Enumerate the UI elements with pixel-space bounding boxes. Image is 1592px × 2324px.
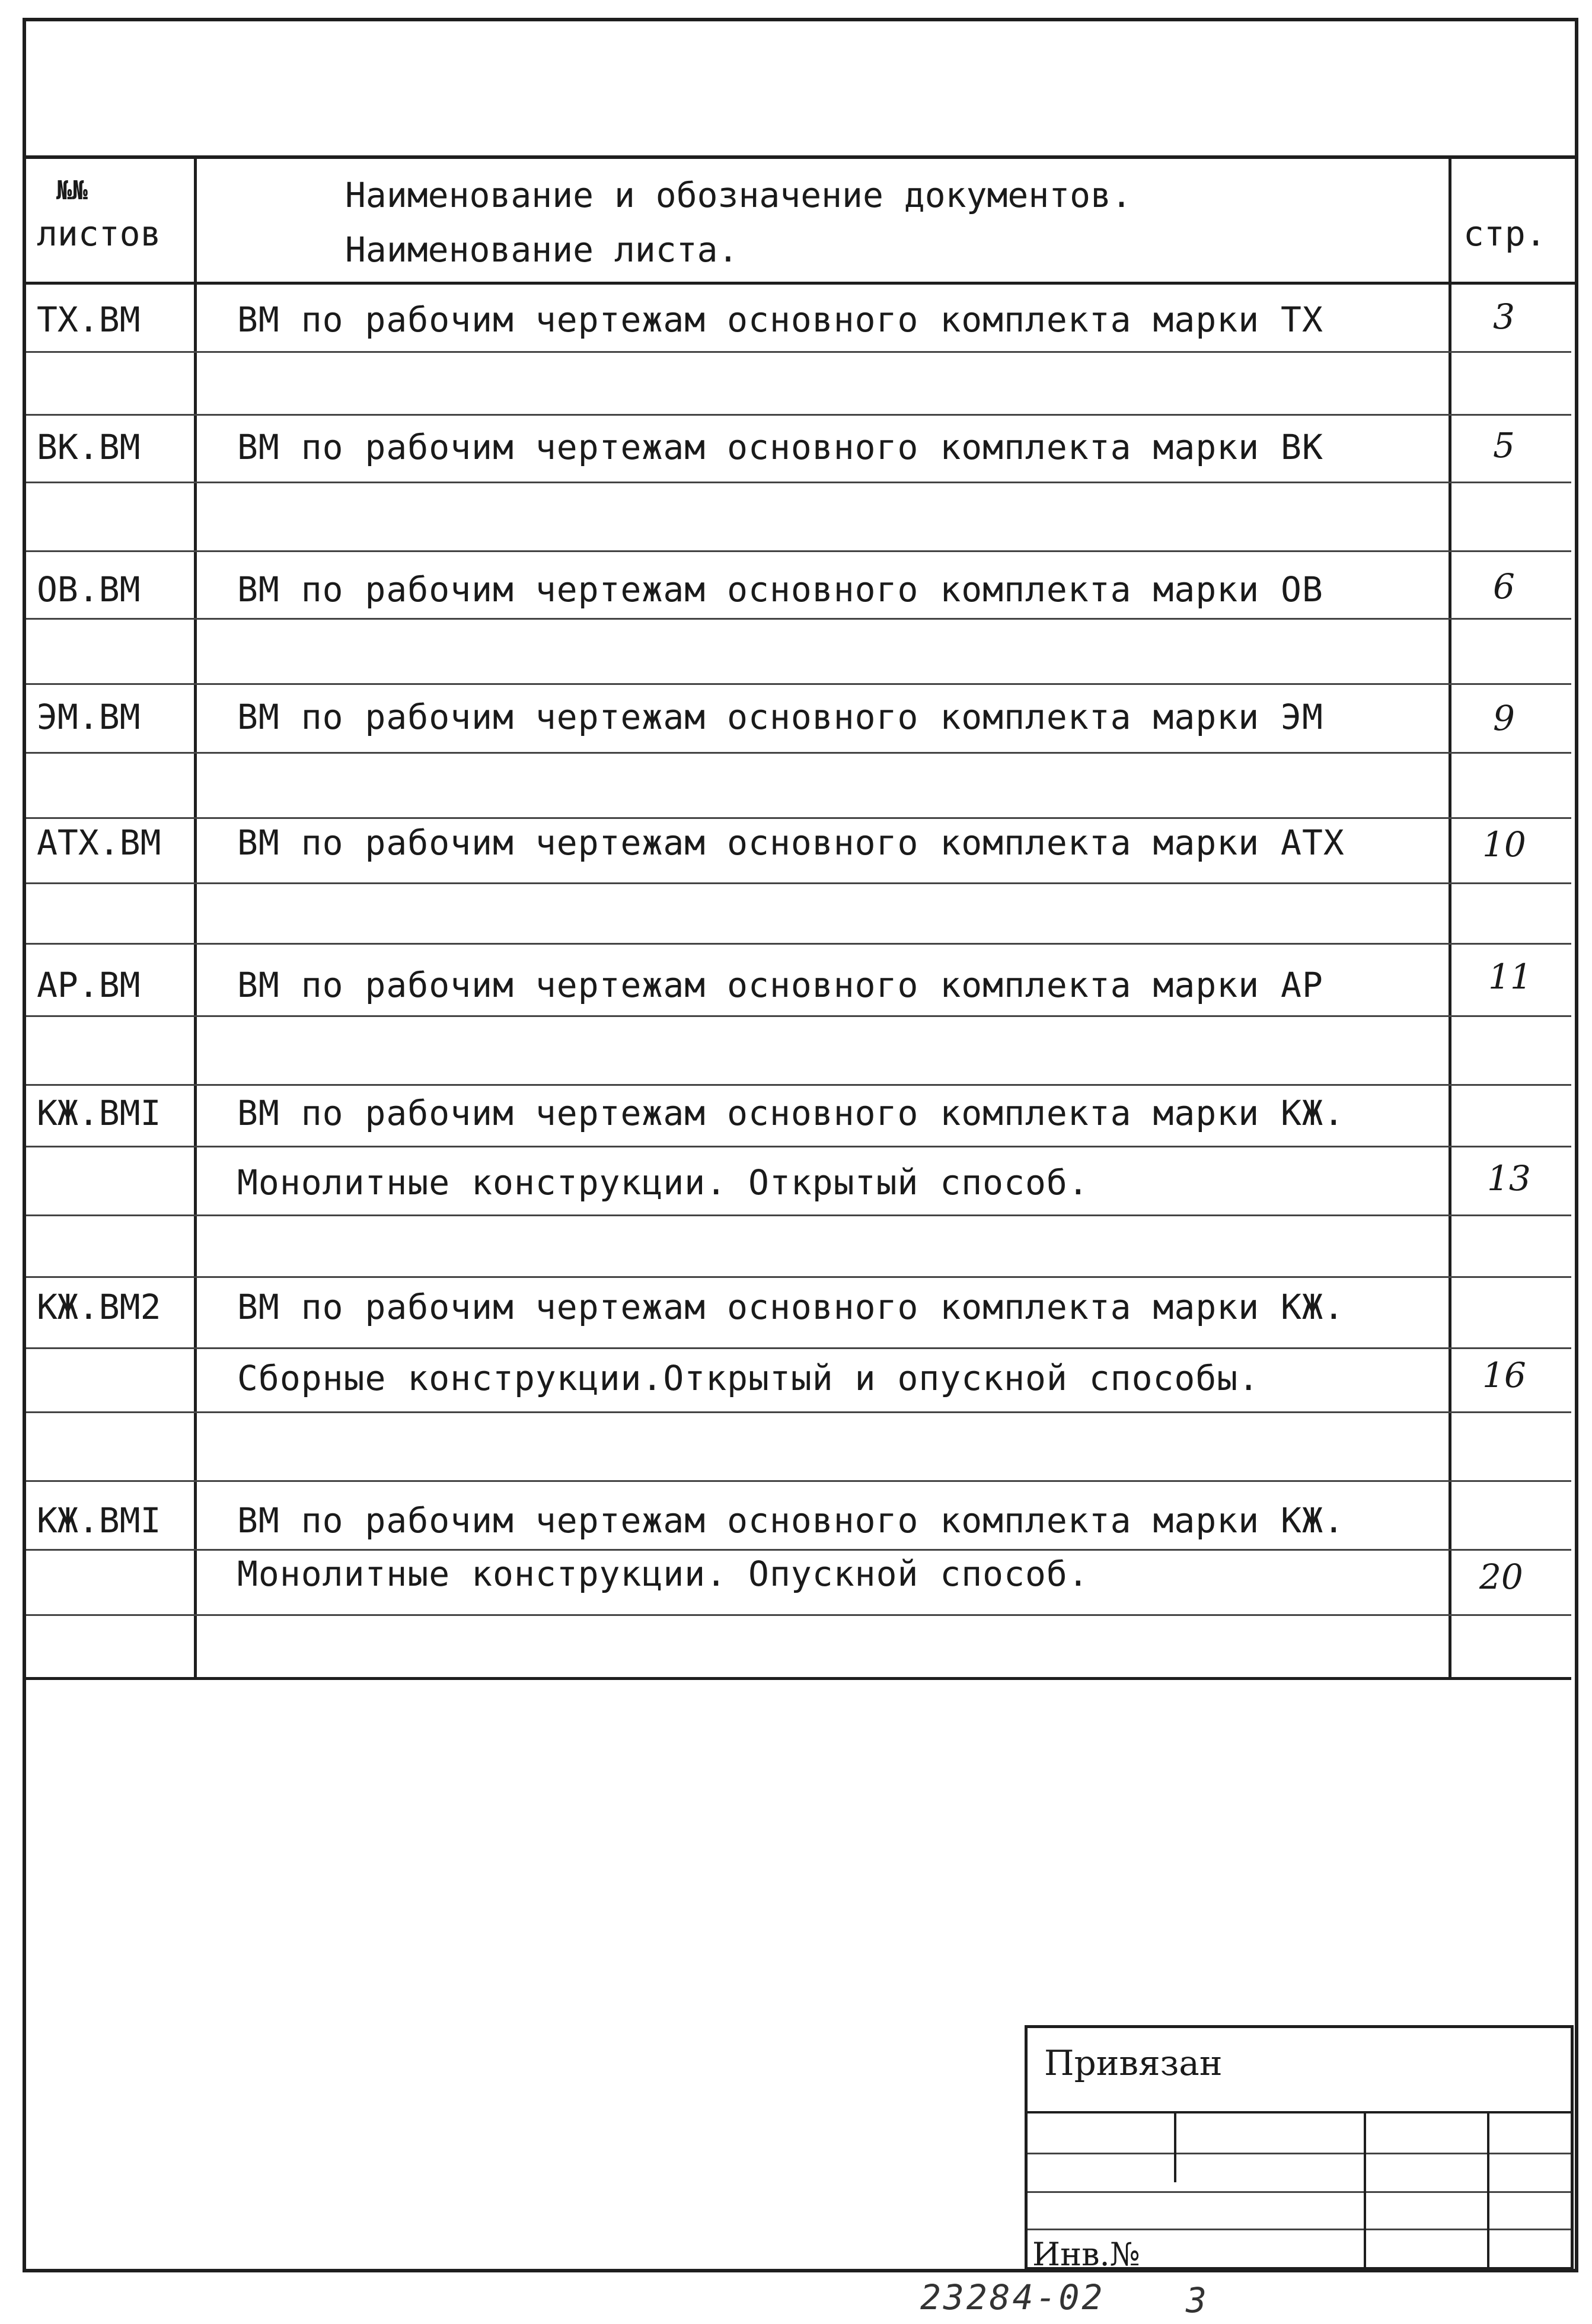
page-frame [23,18,1578,2272]
header-bottom-line [26,282,1576,285]
row-code: ВК.ВМ [37,427,141,467]
row-description: ВМ по рабочим чертежам основного комплекта марки КЖ. [237,1287,1345,1327]
row-description: ВМ по рабочим чертежам основного комплекта марки ВК [237,427,1323,467]
row-line [26,817,1571,819]
row-line [26,1214,1571,1216]
row-line [26,482,1571,483]
row-code: ЭМ.ВМ [37,697,141,737]
row-page: 3 [1493,297,1515,337]
header-page-label: стр. [1463,213,1546,254]
row-description-continued: Монолитные конструкции. Открытый способ. [237,1162,1089,1203]
row-description: ВМ по рабочим чертежам основного комплекта марки ОВ [237,569,1323,610]
row-description-continued: Сборные конструкции.Открытый и опускной способы. [237,1358,1260,1398]
row-description-continued: Монолитные конструкции. Опускной способ. [237,1554,1089,1594]
row-description: ВМ по рабочим чертежам основного комплекта марки КЖ. [237,1093,1345,1133]
row-page: 11 [1488,957,1532,997]
row-page: 10 [1482,824,1526,865]
sheets-label-1: №№ [56,176,88,206]
row-line [26,882,1571,884]
row-line [26,1084,1571,1086]
row-description: ВМ по рабочим чертежам основного комплекта марки АР [237,965,1323,1005]
row-line [26,752,1571,754]
sheet-number: 3 [1186,2280,1207,2320]
row-line [26,1614,1571,1616]
row-code: АТХ.ВМ [37,823,161,863]
header-title-line-2: Наименование листа. [345,229,739,270]
row-code: КЖ.ВМ2 [37,1287,161,1327]
row-code: АР.ВМ [37,965,141,1005]
stamp-col [1364,2111,1366,2268]
row-line [26,414,1571,416]
doc-number: 23284-02 [920,2277,1105,2317]
row-description: ВМ по рабочим чертежам основного комплекта марки АТХ [237,823,1345,863]
row-description: ВМ по рабочим чертежам основного комплекта марки ЭМ [237,697,1323,737]
row-line [26,1146,1571,1147]
stamp-bound-label: Привязан [1044,2043,1223,2083]
table-col-divider-left [194,157,197,1678]
row-page: 6 [1493,566,1515,607]
table-bottom-line [26,1677,1571,1680]
stamp-col [1174,2111,1176,2182]
row-line [26,683,1571,685]
row-page: 13 [1487,1158,1531,1198]
row-line [26,1276,1571,1278]
row-line [26,1015,1571,1017]
row-page: 9 [1493,698,1515,738]
row-line [26,550,1571,552]
stamp-inv-label: Инв.№ [1032,2236,1140,2273]
row-line [26,618,1571,620]
stamp-col [1487,2111,1489,2268]
row-description: ВМ по рабочим чертежам основного комплекта марки КЖ. [237,1500,1345,1541]
row-line [26,1480,1571,1482]
binding-stamp [1025,2025,1574,2273]
table-col-divider-right [1449,157,1451,1678]
row-code: КЖ.ВМI [37,1500,161,1541]
row-page: 20 [1479,1557,1523,1597]
title-block-divider [23,155,1578,159]
row-line [26,351,1571,353]
row-page: 5 [1493,425,1515,466]
row-line [26,1549,1571,1551]
sheets-label-2: листов [37,213,161,254]
header-title-line-1: Наименование и обозначение документов. [345,175,1132,215]
row-code: ТХ.ВМ [37,299,141,340]
row-line [26,1347,1571,1349]
row-line [26,1411,1571,1413]
row-code: ОВ.ВМ [37,569,141,610]
row-code: КЖ.ВМI [37,1093,161,1133]
row-page: 16 [1482,1355,1526,1395]
row-description: ВМ по рабочим чертежам основного комплекта марки ТХ [237,299,1323,340]
row-line [26,943,1571,945]
